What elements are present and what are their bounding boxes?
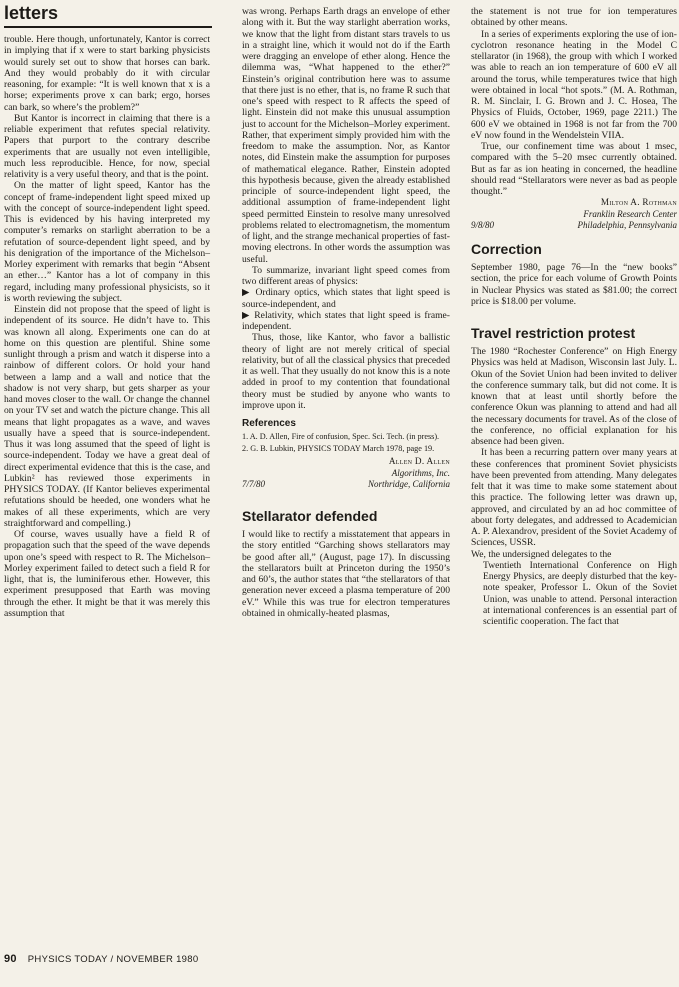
col2-para-2: To summarize, invariant light speed comes from two different areas of physics: (242, 264, 450, 287)
travel-para-1: The 1980 “Rochester Conference” on High Energy Physics was held at Madison, Wisconsin last July. L. Okun of the Soviet Union had been invited to deliver the conference summary talk, but did not come. It is known that at least until shortly before the conference Okun was planning to attend and had all the necessary documents for travel. As of the close of the conference, no official explanation for his absence had been given. (471, 346, 677, 447)
signature-dateline (242, 479, 450, 490)
signature-place: Northridge, California (367, 478, 450, 489)
col3-para-3: True, our confinement time was about 1 msec, compared with the 5–20 msec currently obtained. But as far as ion heating in concerned, the headline should read “Stellarators were never as bad as people thought.” (471, 141, 677, 197)
correction-heading: Correction (471, 241, 542, 257)
col1-para-4: Einstein did not propose that the speed of light is independent of its source. He didn’t have to. This was known all along. Experiments one can do at home on this question are plentiful. Shine some sunlight through a prism and watch it disperse into a rainbow of different colors. Or hold your hand between a lamp and a wall and notice that the shadow is not very sharp, but gets sharper as your hand moves closer to the wall. Or change the channel on your TV set and watch the picture change. This all means that light propagates as a wave, and waves usually have a speed that is source-independent. Thus it was long assumed that the speed of light is source-independent. Today we have a great deal of direct experimental evidence that this is the case, and Lubkin² has reviewed those experiments in PHYSICS TODAY. (If Kantor believes experimental refutations should be heeded, one wonders what he makes of all these experiments, which are very straightforward and compelling.) (4, 304, 210, 529)
col1-para-1: trouble. Here though, unfortunately, Kantor is correct in implying that if x were to start barking physicists would surely set out to show that horses can bark. And they would probably do it with circular reasoning, for example: “It is well known that x is a horse; experiments prove x can bark; ergo, horses can bark, so where’s the problem?” (4, 34, 210, 113)
references-heading: References (242, 418, 296, 429)
travel-heading: Travel restriction protest (471, 325, 636, 341)
reference-1: 1. A. D. Allen, Fire of confusion, Spec. Sci. Tech. (in press). (242, 432, 440, 442)
stellarator-heading: Stellarator defended (242, 508, 378, 524)
title-rule (4, 26, 212, 28)
signature-institution: Algorithms, Inc. (391, 467, 450, 478)
col1-para-5: Of course, waves usually have a field R of propagation such that the speed of the wave depends upon one’s speed with respect to R. The Michelson–Morley experiment failed to detect such a field R for light, that is, the luminiferous ether. However, this experiment presupposed that Earth was moving through the ether. It might be that it was merely this assumption that (4, 529, 210, 619)
col2-bullet-1: ▶ Ordinary optics, which states that light speed is source-independent, and (242, 287, 450, 310)
reference-2: 2. G. B. Lubkin, PHYSICS TODAY March 1978, page 19. (242, 444, 435, 454)
page-number: 90 (4, 953, 17, 965)
col3-para-2: In a series of experiments exploring the use of ion-cyclotron resonance heating in the Model C stellarator (in 1968), the group with which I worked was able to reach an ion temperature of 600 eV all around the torus, while temperatures twice that high were obtained in local “hot spots.” (M. A. Rothman, R. M. Sinclair, I. G. Brown and J. C. Hosea, The Physics of Fluids, October, 1969, page 2211.) The 600 eV we obtained in 1968 is not far from the 700 eV now found in the Wendelstein VIIA. (471, 28, 677, 141)
signature-name: Allen D. Allen (388, 456, 450, 467)
travel-quote-lead: We, the undersigned delegates to the (471, 548, 612, 560)
rothman-place: Philadelphia, Pennsylvania (577, 219, 677, 230)
col1-para-2: But Kantor is incorrect in claiming that there is a reliable experiment that refutes special relativity. Papers that purport to the contrary describe experiments that are usually not even intelligible, much less reproducible. Hence, for now, special relativity is a very useful theory, and that is the point. (4, 112, 210, 180)
signature-date: 7/7/80 (242, 478, 266, 489)
rothman-signature-name: Milton A. Rothman (600, 197, 677, 208)
rothman-date: 9/8/80 (471, 219, 495, 230)
col2-bullet-2: ▶ Relativity, which states that light speed is frame-independent. (242, 309, 450, 332)
col2-para-3: Thus, those, like Kantor, who favor a ballistic theory of light are not merely critical of special relativity, but of all the classical physics that preceded it as well. That they usually do not know this is a note added in proof to my contention that foundational theory must be studied by anyone who wants to improve upon it. (242, 332, 450, 411)
travel-quote (471, 560, 677, 628)
col3-para-1: the statement is not true for ion temperatures obtained by other means. (471, 6, 677, 29)
rothman-institution: Franklin Research Center (583, 208, 677, 219)
col1-para-3: On the matter of light speed, Kantor has the concept of frame-independent light speed mixed up with the concept of source-independent light speed. This is evidenced by his having interpreted my computer’s remarks on starlight aberration to be a refutation of source-dependent light speed, and by his denigration of the importance of the Michelson–Morley experiment with remarks that begin “Absent an ether…” Kantor has a lot of company in this regard, including many professional physicists, so it is worth reviewing the subject. (4, 180, 210, 304)
column-3 (471, 6, 677, 627)
stellarator-para: I would like to rectify a misstatement that appears in the story entitled “Garching shows stellarators may be good after all,” (August, page 17). In discussing the stellarators built at Princeton during the 1950’s and 60’s, the author states that “the stellarators of that generation never exceed a plasma temperature of 200 eV.” While this was true for electron temperatures obtained in ohmically-heated plasmas, (242, 529, 450, 619)
column-2 (242, 6, 450, 619)
col2-para-1: was wrong. Perhaps Earth drags an envelope of ether along with it. But the way starlight aberration works, we know that the light from distant stars travels to us in a straight line, which it would not do if the Earth were dragging an envelope of ether along. Hence the dilemma was, “What happened to the ether?” Einstein’s original contribution here was to assume that there just is no ether, that is, no frame R such that one’s speed with respect to R affects the speed of light. Einstein did not make this unusual assumption just to account for the Michelson–Morley experiment. Rather, that experiment simply provided him with the freedom to make the assumption. Nor, as Kantor notes, did Einstein make the assumption for purposes of mathematical elegance. Rather, Einstein adopted this hypothesis because, given the already established principle of source-independent light speed, the additional assumption of frame-independent light speed permitted Einstein to resolve many unresolved problems related to electromagnetism, the momentum of light, and the strange mechanical properties of fast-moving electrons. In other words the assumption was useful. (242, 6, 450, 265)
correction-para: September 1980, page 76—In the “new books” section, the price for each volume of Growth Points in Nuclear Physics was stated as $81.00; the correct price is $18.00 per volume. (471, 262, 677, 307)
travel-para-2: It has been a recurring pattern over many years at these conferences that prominent Soviet physicists have been prevented from attending. Many delegates felt that it was time to make some statement about this practice. The following letter was drawn up, approved, and circulated by an ad hoc committee of about forty delegates, and addressed to Academician A. P. Alexandrov, president of the Soviet Academy of Sciences, USSR. (471, 447, 677, 549)
rothman-dateline (471, 220, 677, 231)
section-title: letters (4, 3, 59, 23)
journal-line: PHYSICS TODAY / NOVEMBER 1980 (27, 954, 199, 965)
travel-quote-text: Twentieth International Conference on High Energy Physics, are deeply disturbed that the key-note speaker, Professor L. Okun of the Soviet Union, was unable to attend. Personal interaction at international conferences is an essential part of scientific cooperation. The fact that (483, 559, 677, 627)
page-footer (4, 953, 198, 965)
column-1 (4, 34, 210, 619)
